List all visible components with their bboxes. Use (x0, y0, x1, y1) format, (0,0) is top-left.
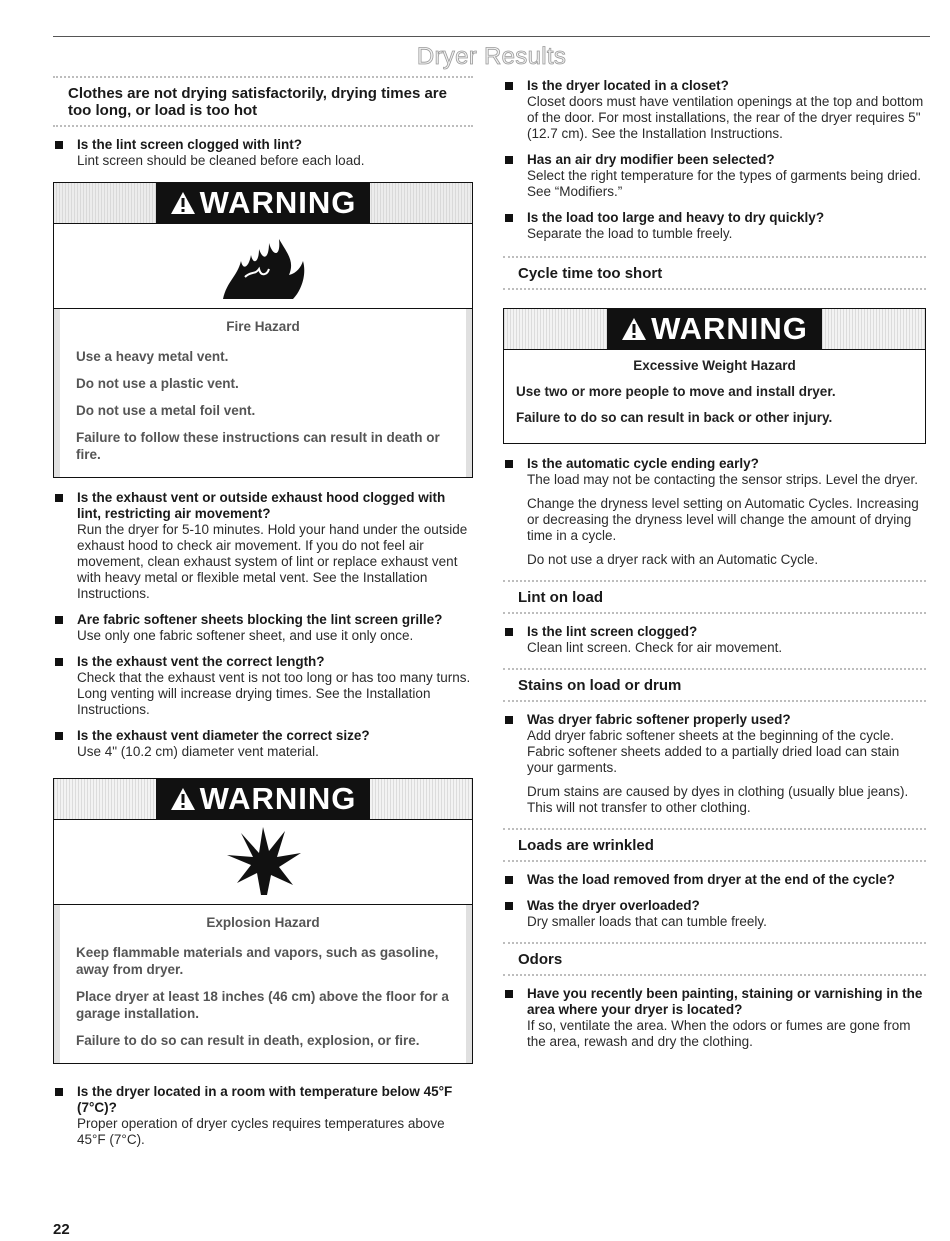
hazard-title: Explosion Hazard (206, 915, 320, 930)
question-load-removed (503, 872, 926, 888)
section-heading-cycle-short: Cycle time too short (518, 265, 663, 282)
divider (53, 125, 473, 127)
question-air-dry-modifier (503, 152, 926, 200)
page-number: 22 (53, 1221, 70, 1238)
warning-pictogram (54, 223, 472, 309)
question-closet (503, 78, 926, 142)
section-heading-odors: Odors (518, 951, 563, 968)
answer-text: Separate the load to tumble freely. (527, 226, 733, 241)
divider (53, 76, 473, 78)
divider (503, 256, 926, 258)
divider (503, 612, 926, 614)
bullet-icon (505, 156, 513, 164)
left-column (53, 76, 473, 1148)
question-text: Are fabric softener sheets blocking the lint screen grille? (77, 612, 443, 627)
question-text: Is the exhaust vent the correct length? (77, 654, 325, 669)
warning-body (504, 349, 925, 443)
warning-explosion-hazard (53, 778, 473, 1064)
warning-excessive-weight (503, 308, 926, 444)
warning-word: WARNING (199, 185, 357, 220)
warning-triangle-icon (170, 191, 196, 215)
warning-line: Keep flammable materials and vapors, such as gasoline, away from dryer. (76, 945, 439, 977)
section-heading-not-drying: Clothes are not drying satisfactorily, drying times are too long, or load is too hot (68, 85, 447, 119)
hazard-title: Fire Hazard (226, 319, 300, 334)
answer-text: Proper operation of dryer cycles requires temperatures above 45°F (7°C). (77, 1116, 445, 1147)
answer-text: Dry smaller loads that can tumble freely. (527, 914, 767, 929)
question-text: Is the exhaust vent diameter the correct size? (77, 728, 370, 743)
question-text: Was the load removed from dryer at the end of the cycle? (527, 872, 895, 887)
divider (503, 288, 926, 290)
question-text: Is the load too large and heavy to dry quickly? (527, 210, 825, 225)
bullet-icon (505, 716, 513, 724)
bullet-icon (55, 732, 63, 740)
warning-line: Do not use a metal foil vent. (76, 403, 256, 418)
question-fabric-softener (503, 712, 926, 816)
answer-text (527, 472, 926, 568)
question-vent-diameter (53, 728, 473, 760)
answer-text: Select the right temperature for the types of garments being dried. See “Modifiers.” (527, 168, 921, 199)
question-text: Has an air dry modifier been selected? (527, 152, 775, 167)
warning-body (54, 905, 472, 1063)
divider (503, 828, 926, 830)
warning-banner (54, 779, 472, 819)
question-load-too-large (503, 210, 926, 242)
question-softener-sheets (53, 612, 473, 644)
section-heading-wrinkled: Loads are wrinkled (518, 837, 654, 854)
explosion-icon (223, 825, 303, 899)
top-rule (53, 36, 930, 37)
divider (503, 974, 926, 976)
question-room-temperature (53, 1084, 473, 1148)
answer-paragraph: The load may not be contacting the sensor strips. Level the dryer. (527, 472, 918, 487)
warning-fire-hazard (53, 182, 473, 478)
divider (503, 580, 926, 582)
question-exhaust-clogged (53, 490, 473, 602)
warning-label (607, 309, 822, 349)
warning-line: Place dryer at least 18 inches (46 cm) above the floor for a garage installation. (76, 989, 449, 1021)
bullet-icon (55, 616, 63, 624)
divider (503, 942, 926, 944)
warning-triangle-icon (170, 787, 196, 811)
bullet-icon (55, 494, 63, 502)
warning-label (156, 183, 371, 223)
bullet-icon (505, 628, 513, 636)
question-lint-screen (53, 137, 473, 169)
question-text: Is the dryer located in a closet? (527, 78, 729, 93)
question-text: Is the lint screen clogged with lint? (77, 137, 303, 152)
warning-line: Failure to follow these instructions can result in death or fire. (76, 430, 440, 462)
question-lint-screen-clogged (503, 624, 926, 656)
warning-triangle-icon (621, 317, 647, 341)
divider (503, 700, 926, 702)
bullet-icon (505, 460, 513, 468)
answer-text (527, 728, 926, 816)
question-painting (503, 986, 926, 1050)
answer-text: If so, ventilate the area. When the odors or fumes are gone from the area, rewash and dry the clothing. (527, 1018, 911, 1049)
bullet-icon (55, 1088, 63, 1096)
warning-line: Use a heavy metal vent. (76, 349, 229, 364)
warning-body (54, 309, 472, 477)
section-heading-lint: Lint on load (518, 589, 603, 606)
page-title: Dryer Results (416, 43, 567, 70)
warning-line: Failure to do so can result in back or other injury. (516, 410, 833, 425)
question-overloaded (503, 898, 926, 930)
bullet-icon (505, 82, 513, 90)
question-text: Was dryer fabric softener properly used? (527, 712, 791, 727)
answer-text: Check that the exhaust vent is not too long or has too many turns. Long venting will increase drying times. See the Installation Instructions. (77, 670, 471, 717)
warning-banner (54, 183, 472, 223)
question-text: Is the exhaust vent or outside exhaust hood clogged with lint, restricting air movement? (77, 490, 446, 521)
question-text: Is the automatic cycle ending early? (527, 456, 759, 471)
answer-paragraph: Change the dryness level setting on Automatic Cycles. Increasing or decreasing the dryness level will change the amount of drying time in a cycle. (527, 496, 919, 543)
bullet-icon (55, 658, 63, 666)
divider (503, 668, 926, 670)
question-text: Was the dryer overloaded? (527, 898, 700, 913)
section-heading-stains: Stains on load or drum (518, 677, 682, 694)
bullet-icon (505, 214, 513, 222)
warning-pictogram (54, 819, 472, 905)
bullet-icon (505, 902, 513, 910)
warning-word: WARNING (651, 311, 808, 346)
warning-line: Do not use a plastic vent. (76, 376, 239, 391)
answer-text: Closet doors must have ventilation openings at the top and bottom of the door. For most installations, the rear of the dryer requires 5" (12.7 cm). See the Installation Instructions. (527, 94, 924, 141)
warning-label (156, 779, 371, 819)
answer-text: Use only one fabric softener sheet, and use it only once. (77, 628, 414, 643)
warning-line: Failure to do so can result in death, explosion, or fire. (76, 1033, 420, 1048)
question-cycle-ending-early (503, 456, 926, 568)
hazard-title: Excessive Weight Hazard (633, 358, 796, 373)
bullet-icon (505, 990, 513, 998)
bullet-icon (55, 141, 63, 149)
answer-text: Run the dryer for 5-10 minutes. Hold your hand under the outside exhaust hood to check air movement. If you do not feel air movement, clean exhaust system of lint or replace exhaust vent with heavy metal or flexible metal vent. See the Installation Instructions. (77, 522, 468, 601)
bullet-icon (505, 876, 513, 884)
answer-text: Clean lint screen. Check for air movement. (527, 640, 783, 655)
divider (503, 860, 926, 862)
question-text: Is the lint screen clogged? (527, 624, 698, 639)
answer-text: Lint screen should be cleaned before each load. (77, 153, 365, 168)
question-vent-length (53, 654, 473, 718)
question-text: Have you recently been painting, staining or varnishing in the area where your dryer is located? (527, 986, 923, 1017)
question-text: Is the dryer located in a room with temperature below 45°F (7°C)? (77, 1084, 453, 1115)
right-column (503, 76, 926, 1050)
warning-line: Use two or more people to move and install dryer. (516, 384, 836, 399)
answer-paragraph: Do not use a dryer rack with an Automatic Cycle. (527, 552, 819, 567)
answer-paragraph: Drum stains are caused by dyes in clothing (usually blue jeans). This will not transfer to other clothing. (527, 784, 909, 815)
warning-banner (504, 309, 925, 349)
answer-text: Use 4" (10.2 cm) diameter vent material. (77, 744, 319, 759)
warning-word: WARNING (199, 781, 357, 816)
fire-icon (215, 231, 311, 301)
answer-paragraph: Add dryer fabric softener sheets at the beginning of the cycle. Fabric softener sheets added to a partially dried load can stain your garments. (527, 728, 900, 775)
